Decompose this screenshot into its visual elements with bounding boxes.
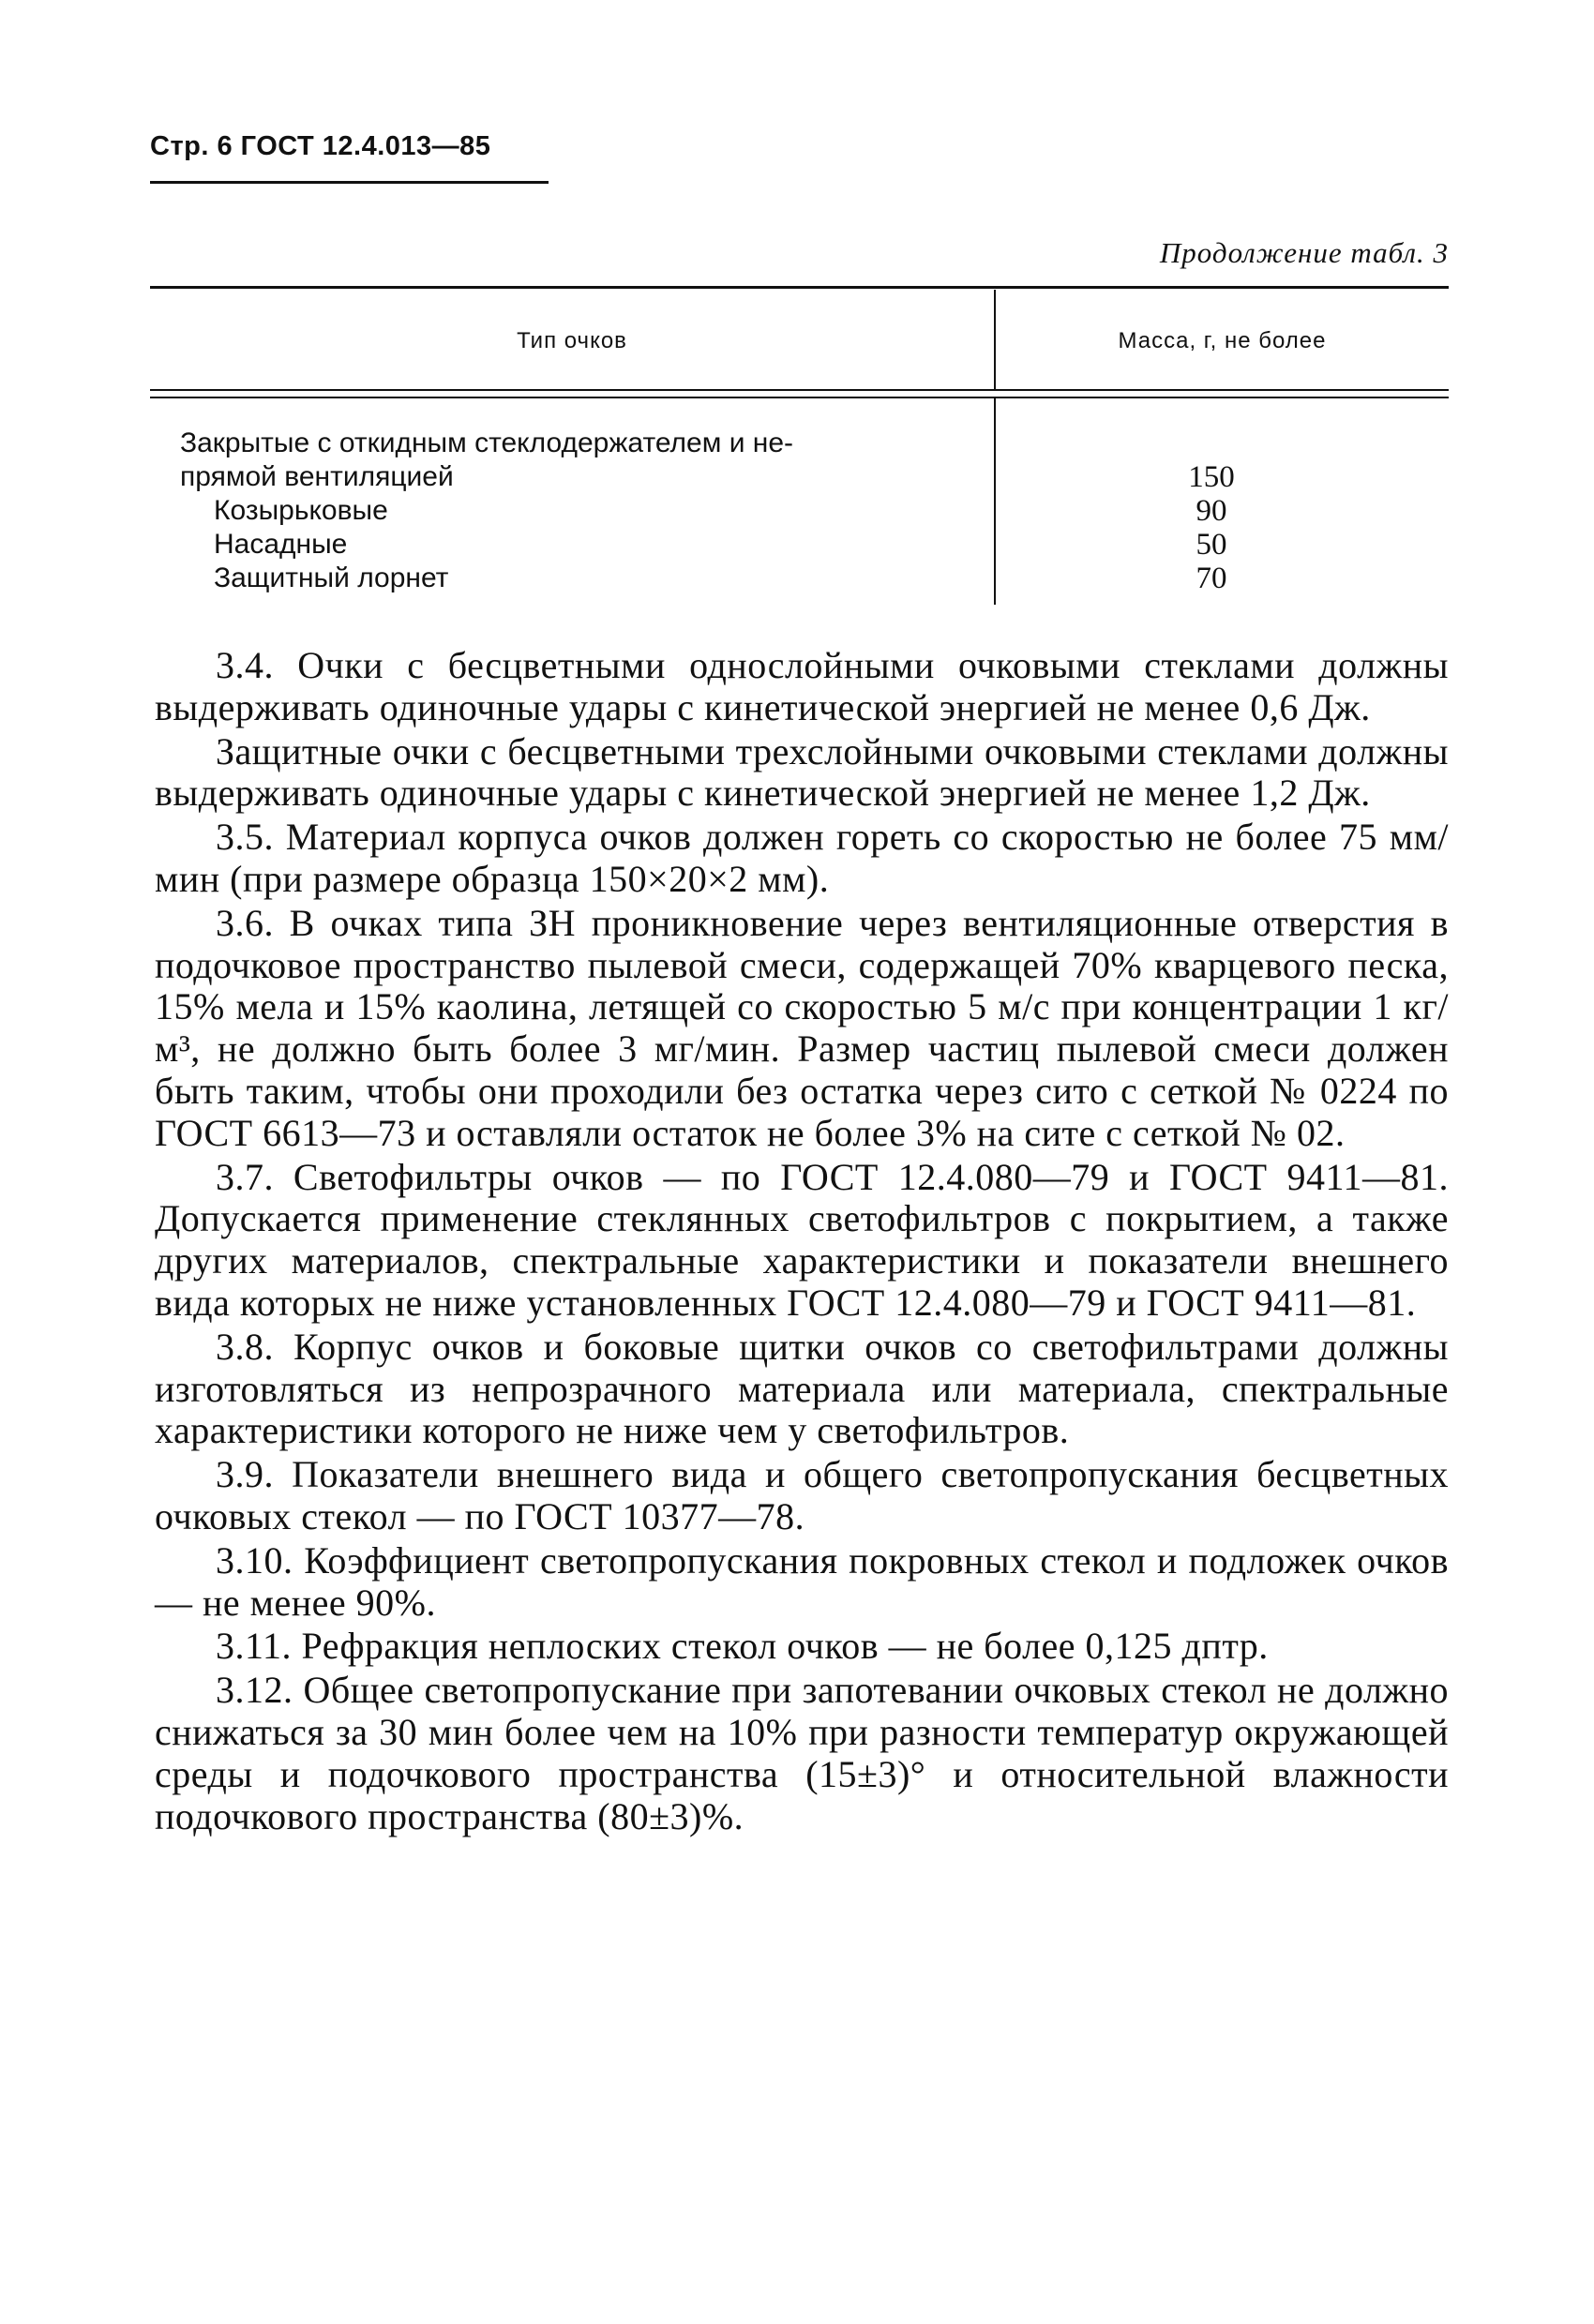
table-row xyxy=(180,562,1436,595)
paragraph-3-6: 3.6. В очках типа ЗН проникновение через вентиляционные отверстия в подочковое пространство пылевой смеси, содержащей 70% кварцевого песка, 15% мела и 15% каолина, летящей со скоростью 5 м/с при концентрации 1 кг/м³, не должно быть более 3 мг/мин. Размер частиц пылевой смеси должен быть таким, чтобы они проходили без остатка через сито с сеткой № 0224 по ГОСТ 6613—73 и оставляли остаток не более 3% на сите с сеткой № 02. xyxy=(155,901,1449,1154)
table-top-rule xyxy=(150,286,1449,289)
paragraph-3-4: 3.4. Очки с бесцветными однослойными очковыми стеклами должны выдерживать одиночные удары с кинетической энергией не менее 0,6 Дж. xyxy=(155,644,1449,728)
paragraph-3-8: 3.8. Корпус очков и боковые щитки очков со светофильтрами должны изготовляться из непрозрачного материала или материала, спектральные характеристики которого не ниже чем у светофильтров. xyxy=(155,1325,1449,1452)
table-row xyxy=(180,427,1436,460)
paragraph-3-5: 3.5. Материал корпуса очков должен гореть со скоростью не более 75 мм/мин (при размере образца 150×20×2 мм). xyxy=(155,816,1449,900)
row-mass: 90 xyxy=(1196,494,1227,528)
paragraph-3-9: 3.9. Показатели внешнего вида и общего светопропускания бесцветных очковых стекол — по ГОСТ 10377—78. xyxy=(155,1453,1449,1537)
row-mass: 70 xyxy=(1196,562,1227,595)
paragraph-3-4-cont: Защитные очки с бесцветными трехслойными очковыми стеклами должны выдерживать одиночные удары с кинетической энергией не менее 1,2 Дж. xyxy=(155,729,1449,815)
page-header xyxy=(150,131,549,184)
mass-table xyxy=(150,286,1449,605)
column-header-mass: Масса, г, не более xyxy=(1118,328,1327,353)
row-type: Защитный лорнет xyxy=(214,562,449,593)
row-type: Козырьковые xyxy=(214,495,388,526)
row-mass: 150 xyxy=(1188,460,1235,494)
paragraph-3-12: 3.12. Общее светопропускание при запотевании очковых стекол не должно снижаться за 30 мин более чем на 10% при разности температур окружающей среды и подочкового пространства (15±3)° и относительной влажности подочкового пространства (80±3)%. xyxy=(155,1669,1449,1837)
row-type: Насадные xyxy=(214,529,348,560)
paragraph-3-7: 3.7. Светофильтры очков — по ГОСТ 12.4.080—79 и ГОСТ 9411—81. Допускается применение стеклянных светофильтров с покрытием, а также других материалов, спектральные характеристики и показатели внешнего вида которых не ниже установленных ГОСТ 12.4.080—79 и ГОСТ 9411—81. xyxy=(155,1155,1449,1324)
page-header-text: Стр. 6 ГОСТ 12.4.013—85 xyxy=(150,131,491,161)
row-type: прямой вентиляцией xyxy=(180,461,454,492)
paragraph-3-11: 3.11. Рефракция неплоских стекол очков — не более 0,125 дптр. xyxy=(216,1625,1269,1668)
table-caption: Продолжение табл. 3 xyxy=(1159,236,1449,269)
paragraph-3-10: 3.10. Коэффициент светопропускания покровных стекол и подложек очков — не менее 90%. xyxy=(155,1538,1449,1624)
table-header-rule xyxy=(150,389,1449,398)
row-mass: 50 xyxy=(1196,528,1227,562)
table-row xyxy=(180,460,1436,494)
row-type: Закрытые с откидным стеклодержателем и не- xyxy=(180,427,794,458)
header-underline xyxy=(150,181,549,184)
body-text xyxy=(155,645,1449,1839)
table-body xyxy=(180,427,1436,595)
column-header-type: Тип очков xyxy=(517,328,627,353)
table-row xyxy=(180,528,1436,562)
table-row xyxy=(180,494,1436,528)
